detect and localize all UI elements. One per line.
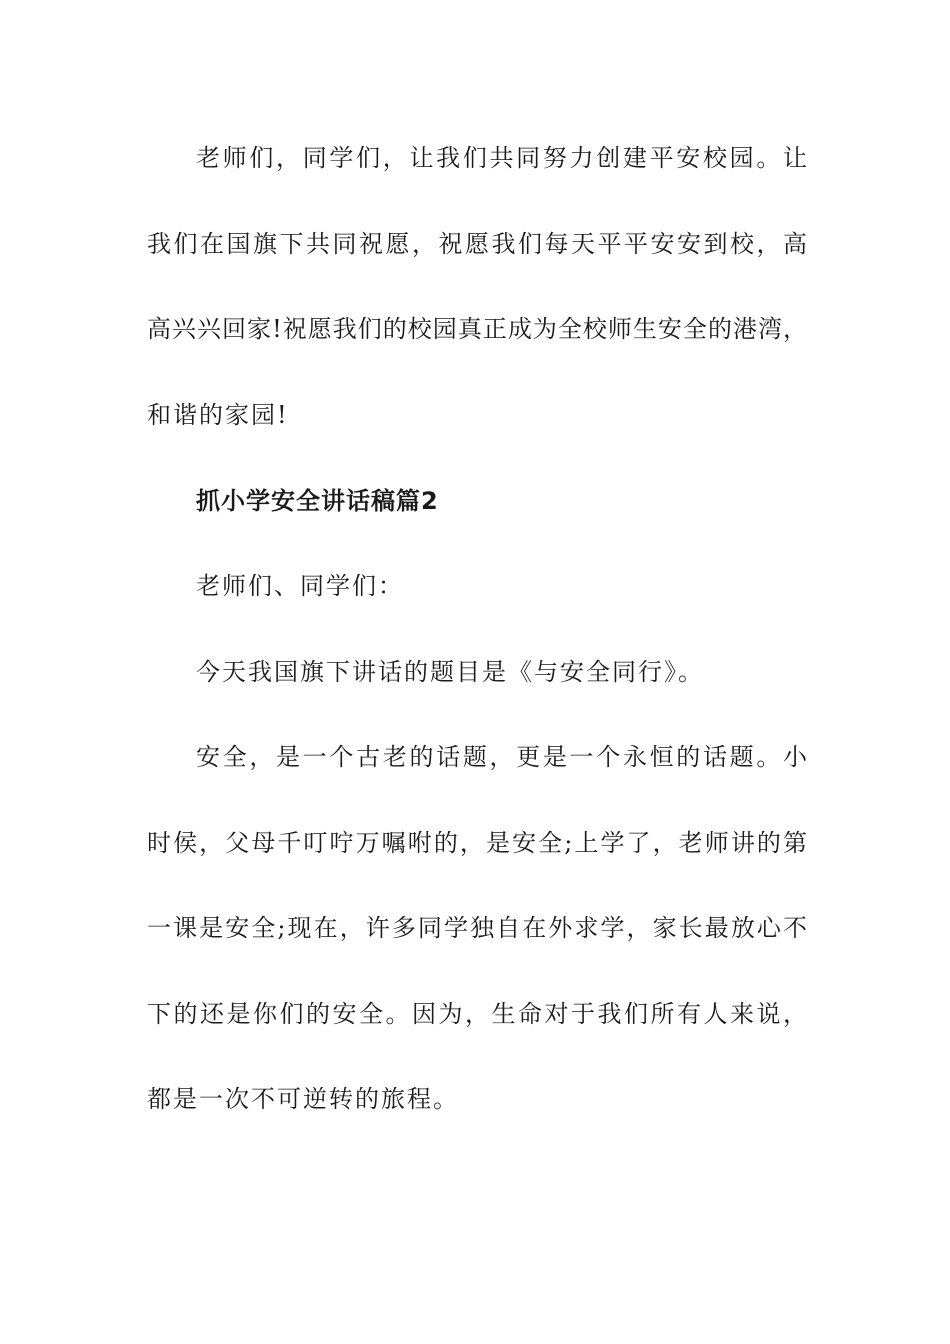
paragraph-2-line-4: 下的还是你们的安全。因为，生命对于我们所有人来说，: [147, 1000, 807, 1028]
intro-line: 今天我国旗下讲话的题目是《与安全同行》。: [196, 658, 704, 686]
paragraph-2-line-2: 时侯，父母千叮咛万嘱咐的，是安全;上学了，老师讲的第: [147, 829, 807, 857]
paragraph-1-line-4: 和谐的家园!: [147, 401, 289, 429]
paragraph-1-line-2: 我们在国旗下共同祝愿，祝愿我们每天平平安安到校，高: [147, 230, 807, 258]
paragraph-1-line-1: 老师们，同学们，让我们共同努力创建平安校园。让: [196, 144, 807, 172]
paragraph-1-line-3: 高兴兴回家!祝愿我们的校园真正成为全校师生安全的港湾，: [147, 315, 807, 343]
section-heading: 抓小学安全讲话稿篇2: [196, 487, 439, 515]
paragraph-2-line-1: 安全，是一个古老的话题，更是一个永恒的话题。小: [196, 743, 807, 771]
paragraph-2-line-3: 一课是安全;现在，许多同学独自在外求学，家长最放心不: [147, 914, 807, 942]
salutation: 老师们、同学们：: [196, 572, 404, 600]
paragraph-2-line-5: 都是一次不可逆转的旅程。: [147, 1085, 459, 1113]
